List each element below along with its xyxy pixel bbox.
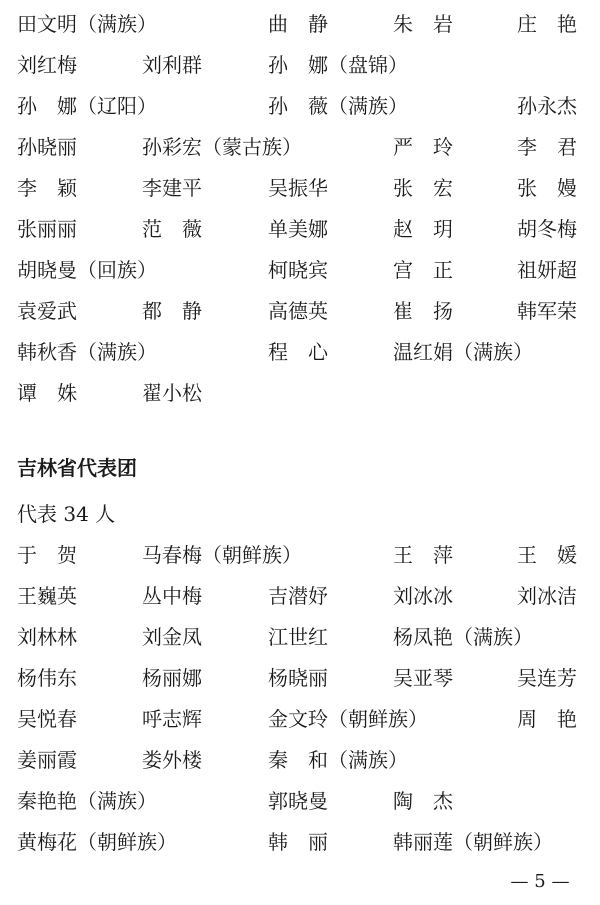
name-row xyxy=(0,332,600,372)
delegate-name: 严 玲 xyxy=(393,135,453,159)
page-number: — 5 — xyxy=(510,871,570,892)
delegate-name: 黄梅花（朝鲜族） xyxy=(17,830,177,854)
delegate-name: 孙彩宏（蒙古族） xyxy=(142,135,302,159)
name-row xyxy=(0,373,600,413)
delegate-name: 柯晓宾 xyxy=(268,258,328,282)
delegate-name: 韩丽莲（朝鲜族） xyxy=(393,830,553,854)
delegate-name: 于 贺 xyxy=(17,543,77,567)
delegate-name: 孙 薇（满族） xyxy=(268,94,408,118)
delegate-name: 陶 杰 xyxy=(393,789,453,813)
delegate-name: 杨凤艳（满族） xyxy=(393,625,533,649)
delegate-name: 吉潜妤 xyxy=(268,584,328,608)
name-row xyxy=(0,291,600,331)
delegate-name: 江世红 xyxy=(268,625,328,649)
delegate-name: 刘金凤 xyxy=(142,625,202,649)
delegate-name: 金文玲（朝鲜族） xyxy=(268,707,428,731)
delegate-name: 程 心 xyxy=(268,340,328,364)
name-row xyxy=(0,576,600,616)
name-row xyxy=(0,822,600,862)
delegate-count: 代表 34 人 xyxy=(17,502,116,526)
name-row xyxy=(0,250,600,290)
name-row xyxy=(0,86,600,126)
delegate-name: 秦 和（满族） xyxy=(268,748,408,772)
name-row xyxy=(0,209,600,249)
name-row xyxy=(0,535,600,575)
delegate-name: 杨丽娜 xyxy=(142,666,202,690)
delegate-name: 王 媛 xyxy=(517,543,577,567)
delegate-name: 王 萍 xyxy=(393,543,453,567)
delegate-name: 丛中梅 xyxy=(142,584,202,608)
name-row xyxy=(0,658,600,698)
delegate-name: 祖妍超 xyxy=(517,258,577,282)
delegate-name: 娄外楼 xyxy=(142,748,202,772)
delegate-name: 吴亚琴 xyxy=(393,666,453,690)
name-row xyxy=(0,699,600,739)
delegate-name: 韩军荣 xyxy=(517,299,577,323)
delegate-name: 宫 正 xyxy=(393,258,453,282)
delegate-name: 孙 娜（盘锦） xyxy=(268,53,408,77)
delegate-name: 马春梅（朝鲜族） xyxy=(142,543,302,567)
delegate-name: 温红娟（满族） xyxy=(393,340,533,364)
delegate-name: 曲 静 xyxy=(268,12,328,36)
delegate-name: 范 薇 xyxy=(142,217,202,241)
name-row xyxy=(0,127,600,167)
delegate-name: 吴振华 xyxy=(268,176,328,200)
delegate-name: 胡晓曼（回族） xyxy=(17,258,157,282)
delegate-name: 李 颖 xyxy=(17,176,77,200)
delegate-name: 刘利群 xyxy=(142,53,202,77)
delegate-name: 张 嫚 xyxy=(517,176,577,200)
delegate-name: 高德英 xyxy=(268,299,328,323)
name-row xyxy=(0,781,600,821)
delegate-name: 杨晓丽 xyxy=(268,666,328,690)
name-row xyxy=(0,45,600,85)
delegate-name: 李建平 xyxy=(142,176,202,200)
name-row xyxy=(0,617,600,657)
delegate-name: 周 艳 xyxy=(517,707,577,731)
delegate-name: 田文明（满族） xyxy=(17,12,157,36)
delegate-name: 郭晓曼 xyxy=(268,789,328,813)
delegate-name: 单美娜 xyxy=(268,217,328,241)
name-row xyxy=(0,168,600,208)
delegate-name: 刘林林 xyxy=(17,625,77,649)
delegate-name: 庄 艳 xyxy=(517,12,577,36)
delegate-name: 孙 娜（辽阳） xyxy=(17,94,157,118)
delegate-name: 张 宏 xyxy=(393,176,453,200)
delegate-name: 呼志辉 xyxy=(142,707,202,731)
delegate-name: 刘红梅 xyxy=(17,53,77,77)
delegate-name: 吴悦春 xyxy=(17,707,77,731)
section-heading: 吉林省代表团 xyxy=(17,456,137,480)
delegate-name: 袁爱武 xyxy=(17,299,77,323)
name-row xyxy=(0,4,600,44)
delegate-name: 杨伟东 xyxy=(17,666,77,690)
delegate-name: 孙晓丽 xyxy=(17,135,77,159)
delegate-name: 朱 岩 xyxy=(393,12,453,36)
delegate-name: 都 静 xyxy=(142,299,202,323)
delegate-name: 刘冰冰 xyxy=(393,584,453,608)
delegate-name: 崔 扬 xyxy=(393,299,453,323)
delegate-name: 胡冬梅 xyxy=(517,217,577,241)
delegate-name: 王巍英 xyxy=(17,584,77,608)
delegate-name: 孙永杰 xyxy=(517,94,577,118)
delegate-name: 谭 姝 xyxy=(17,381,77,405)
delegate-name: 张丽丽 xyxy=(17,217,77,241)
delegate-name: 翟小松 xyxy=(142,381,202,405)
delegate-name: 赵 玥 xyxy=(393,217,453,241)
delegate-name: 刘冰洁 xyxy=(517,584,577,608)
delegate-name: 李 君 xyxy=(517,135,577,159)
delegate-name: 姜丽霞 xyxy=(17,748,77,772)
delegate-name: 秦艳艳（满族） xyxy=(17,789,157,813)
name-row xyxy=(0,740,600,780)
delegate-name: 吴连芳 xyxy=(517,666,577,690)
delegate-name: 韩 丽 xyxy=(268,830,328,854)
delegate-name: 韩秋香（满族） xyxy=(17,340,157,364)
